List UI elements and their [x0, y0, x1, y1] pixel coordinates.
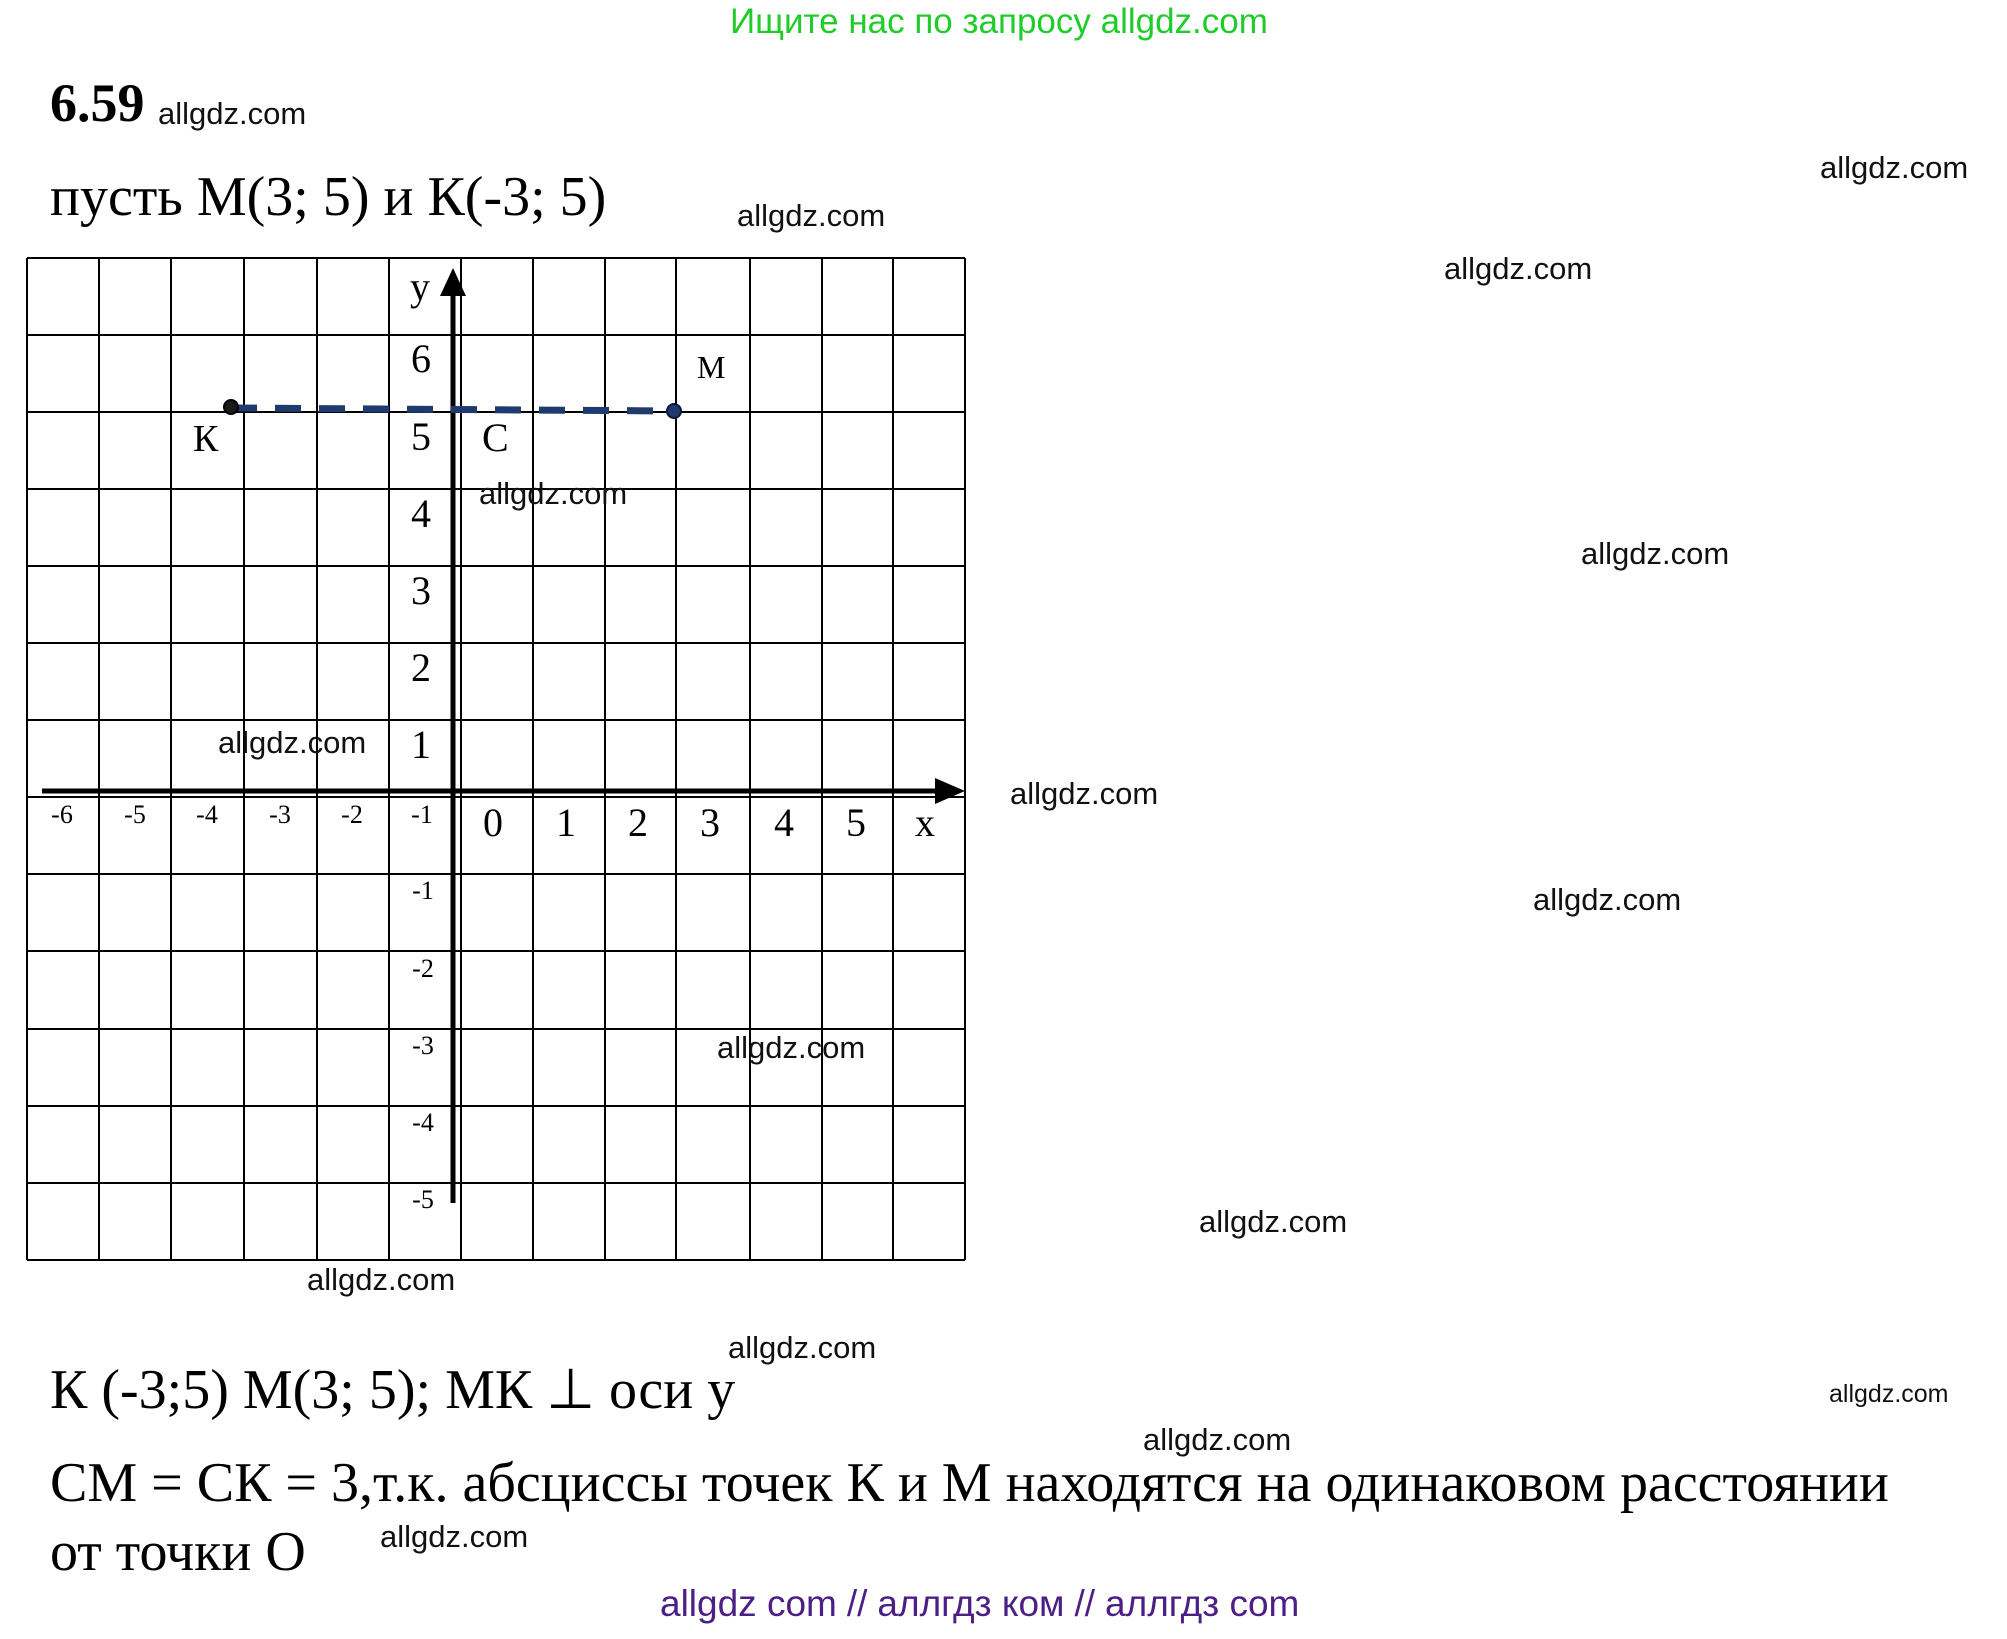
axis-x-label: x	[915, 800, 935, 845]
watermark: allgdz.com	[218, 725, 367, 760]
watermark: allgdz.com	[1820, 150, 1969, 185]
watermark: allgdz.com	[1444, 251, 1593, 286]
point-label-m: М	[697, 349, 726, 385]
y-tick-label: 6	[411, 336, 431, 381]
x-tick-label: 1	[556, 800, 576, 845]
watermark: allgdz.com	[717, 1030, 866, 1065]
solution-line-1: К (-3;5) М(3; 5); МК ⊥ оси у	[50, 1359, 736, 1421]
y-tick-label: 4	[411, 491, 431, 536]
x-tick-label: 3	[700, 800, 720, 845]
bottom-banner-separator: //	[846, 1583, 868, 1624]
point-k	[224, 400, 238, 414]
problem-number: 6.59	[50, 73, 145, 133]
x-tick-label: 0	[483, 800, 503, 845]
watermark: allgdz.com	[1581, 536, 1730, 571]
watermark: allgdz.com	[728, 1330, 877, 1365]
y-tick-label: 1	[411, 722, 431, 767]
segment-km	[231, 408, 674, 411]
watermark: allgdz.com	[1143, 1422, 1292, 1457]
x-tick-labels	[51, 800, 866, 845]
y-axis-arrow	[440, 268, 466, 296]
watermark: allgdz.com	[307, 1262, 456, 1297]
y-tick-label: -4	[412, 1108, 434, 1137]
y-tick-label: -2	[412, 954, 434, 983]
solution-line-3: от точки О	[50, 1521, 306, 1583]
y-tick-label: -3	[412, 1031, 434, 1060]
bottom-banner-part-2: аллгдз ком	[877, 1583, 1065, 1624]
x-tick-label: -1	[411, 800, 433, 829]
y-tick-label: 3	[411, 568, 431, 613]
watermark: allgdz.com	[1829, 1380, 1949, 1408]
watermark: allgdz.com	[1010, 776, 1159, 811]
x-tick-label: -2	[341, 800, 363, 829]
watermark: allgdz.com	[479, 476, 628, 511]
x-axis-arrow	[935, 778, 965, 804]
y-tick-label: 2	[411, 645, 431, 690]
bottom-banner-part-3: аллгдз com	[1105, 1583, 1300, 1624]
y-tick-label: -1	[412, 876, 434, 905]
point-m	[667, 404, 681, 418]
x-tick-label: 5	[846, 800, 866, 845]
y-tick-label: -5	[412, 1185, 434, 1214]
top-banner: Ищите нас по запросу allgdz.com	[730, 2, 1268, 41]
y-tick-labels	[411, 336, 434, 1214]
bottom-banner	[660, 1583, 1299, 1625]
point-label-k: К	[193, 418, 219, 460]
bottom-banner-part-1: allgdz com	[660, 1583, 837, 1624]
solution-line-2: СМ = СК = 3,т.к. абсциссы точек К и М находятся на одинаковом расстоянии	[50, 1452, 1889, 1514]
problem-intro: пусть М(3; 5) и К(-3; 5)	[50, 166, 607, 228]
y-tick-label: 5	[411, 414, 431, 459]
x-tick-label: 4	[774, 800, 794, 845]
point-label-c: С	[482, 415, 509, 460]
watermark: allgdz.com	[737, 198, 886, 233]
x-tick-label: -3	[269, 800, 291, 829]
x-tick-label: 2	[628, 800, 648, 845]
watermark: allgdz.com	[380, 1519, 529, 1554]
watermark: allgdz.com	[158, 96, 307, 131]
x-tick-label: -5	[124, 800, 146, 829]
axis-y-label: y	[410, 264, 430, 309]
watermark: allgdz.com	[1199, 1204, 1348, 1239]
watermark: allgdz.com	[1533, 882, 1682, 917]
bottom-banner-separator: //	[1074, 1583, 1096, 1624]
x-tick-label: -4	[196, 800, 218, 829]
x-tick-label: -6	[51, 800, 73, 829]
